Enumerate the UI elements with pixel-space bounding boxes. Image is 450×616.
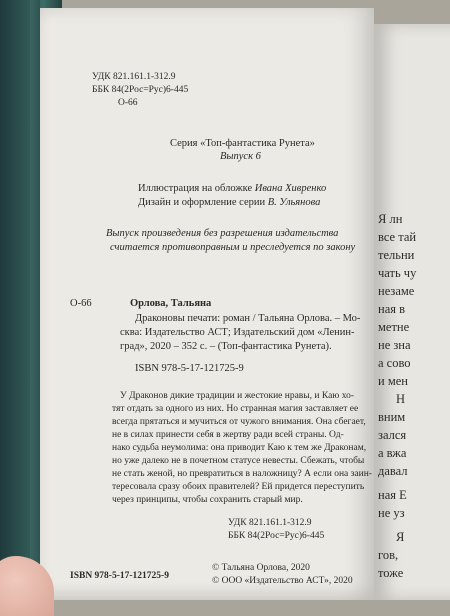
facing-page-line: Н xyxy=(396,392,406,406)
facing-page-line: незаме xyxy=(378,284,415,298)
facing-page-line: метне xyxy=(378,320,410,334)
udk-code-bottom: УДК 821.161.1-312.9 xyxy=(228,518,312,528)
facing-page-line: ная Е xyxy=(378,488,407,502)
copyright-notice-line-2: считается противоправным и преследуется по закону xyxy=(110,242,356,253)
annotation-line: через принципы, чтобы сохранить старый мир. xyxy=(112,495,303,505)
facing-page-line: зался xyxy=(378,428,407,442)
bbk-code-bottom: ББК 84(2Рос=Рус)6-445 xyxy=(228,531,325,541)
facing-page-line: Я лн xyxy=(378,212,403,226)
udk-code-top: УДК 821.161.1-312.9 xyxy=(92,72,176,82)
annotation-line: не в силах принести себя в жертву ради всей страны. Од- xyxy=(112,430,344,440)
annotation-line: тересовала сразу обоих правителей? Ей придется переступить xyxy=(112,482,365,492)
illustration-credit xyxy=(138,183,326,196)
author-code-top: О-66 xyxy=(118,98,138,108)
copyright-publisher: © ООО «Издательство АСТ», 2020 xyxy=(212,576,353,586)
annotation-line: нако судьба неумолима: она приводит Каю к тем же Драконам, xyxy=(112,443,367,453)
design-credit xyxy=(138,197,320,210)
facing-page-line: гов, xyxy=(378,548,399,562)
bibliographic-code: О-66 xyxy=(70,298,92,309)
bibliographic-line: град», 2020 – 352 с. – (Топ-фантастика Рунета). xyxy=(120,341,332,352)
annotation-line: но уже далеко не в почетном статусе невесты. Сбежать, чтобы xyxy=(112,456,365,466)
illustrator-name: Ивана Хивренко xyxy=(254,183,327,194)
annotation-line: тят отдать за одного из них. Но странная магия заставляет ее xyxy=(112,404,359,414)
bibliographic-line: Драконовы печати: роман / Тальяна Орлова. – Мо- xyxy=(135,313,361,324)
facing-page-line: а сово xyxy=(378,356,411,370)
facing-page-line: не зна xyxy=(378,338,411,352)
facing-page-line: вним xyxy=(378,410,406,424)
copyright-author: © Тальяна Орлова, 2020 xyxy=(212,563,310,573)
designer-name: В. Ульянова xyxy=(267,197,321,208)
series-issue: Выпуск 6 xyxy=(220,151,261,162)
bbk-code-top: ББК 84(2Рос=Рус)6-445 xyxy=(92,85,189,95)
facing-page-line: ная в xyxy=(378,302,406,316)
facing-page-line: давал xyxy=(378,464,408,478)
facing-page-line: тоже xyxy=(378,566,404,580)
isbn-bottom: ISBN 978-5-17-121725-9 xyxy=(70,571,169,581)
facing-page-line: Я xyxy=(396,530,405,544)
imprint-page xyxy=(40,8,374,600)
series-name: Серия «Топ-фантастика Рунета» xyxy=(170,138,315,149)
annotation-line: не стать женой, но превратиться в наложницу? А если она заин- xyxy=(112,469,372,479)
isbn-main: ISBN 978-5-17-121725-9 xyxy=(135,363,244,374)
annotation-line: всегда прятаться и мучиться от чужого внимания. Она сбегает, xyxy=(112,417,366,427)
copyright-notice-line-1: Выпуск произведения без разрешения издательства xyxy=(106,228,339,239)
facing-page-line: не уз xyxy=(378,506,405,520)
facing-page-line: все тай xyxy=(378,230,417,244)
design-label: Дизайн и оформление серии xyxy=(138,197,266,208)
annotation-line: У Драконов дикие традиции и жестокие нравы, и Каю хо- xyxy=(120,391,355,401)
facing-page-line: а вжа xyxy=(378,446,407,460)
facing-page-line: чать чу xyxy=(378,266,417,280)
facing-page xyxy=(374,24,450,600)
facing-page-line: тельни xyxy=(378,248,415,262)
author-heading: Орлова, Тальяна xyxy=(130,298,212,309)
bibliographic-line: сква: Издательство АСТ; Издательский дом «Ленин- xyxy=(120,327,355,338)
illustration-label: Иллюстрация на обложке xyxy=(138,183,253,194)
facing-page-line: и мен xyxy=(378,374,408,388)
